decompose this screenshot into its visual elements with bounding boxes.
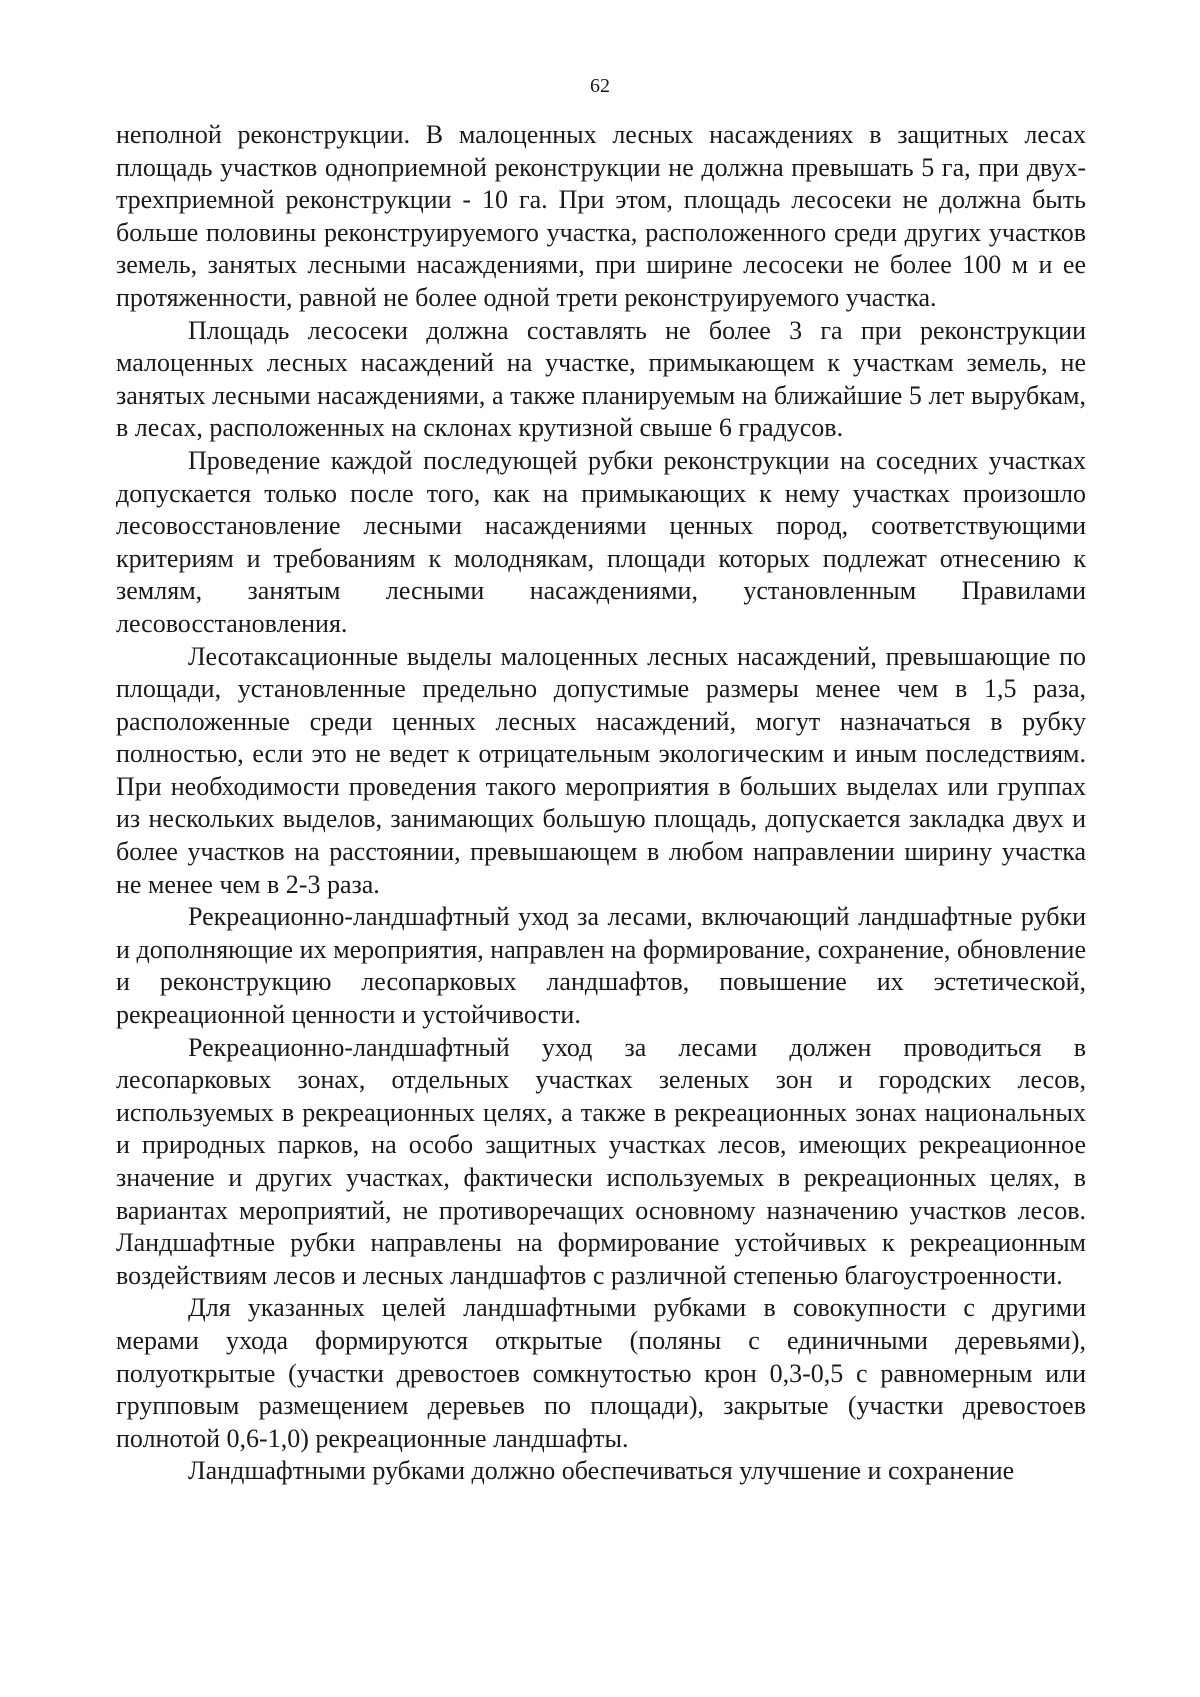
paragraph: Лесотаксационные выделы малоценных лесных насаждений, превышающие по площади, установленные предельно допустимые размеры менее чем в 1,5 раза, расположенные среди ценных лесных насаждений, могут назначаться в рубку полностью, если это не ведет к отрицательным экологическим и иным последствиям. При необходимости проведения такого мероприятия в больших выделах или группах из нескольких выделов, занимающих большую площадь, допускается закладка двух и более участков на расстоянии, превышающем в любом направлении ширину участка не менее чем в 2-3 раза. (116, 641, 1086, 899)
paragraph: Для указанных целей ландшафтными рубками в совокупности с другими мерами ухода формируются открытые (поляны с единичными деревьями), полуоткрытые (участки древостоев сомкнутостью крон 0,3-0,5 с равномерным или групповым размещением деревьев по площади), закрытые (участки древостоев полнотой 0,6-1,0) рекреационные ландшафты. (116, 1293, 1086, 1453)
paragraph: неполной реконструкции. В малоценных лесных насаждениях в защитных лесах площадь участков одноприемной реконструкции не должна превышать 5 га, при двух-трехприемной реконструкции - 10 га. При этом, площадь лесосеки не должна быть больше половины реконструируемого участка, расположенного среди других участков земель, занятых лесными насаждениями, при ширине лесосеки не более 100 м и ее протяженности, равной не более одной трети реконструируемого участка. (116, 120, 1086, 312)
paragraph: Площадь лесосеки должна составлять не более 3 га при реконструкции малоценных лесных насаждений на участке, примыкающем к участкам земель, не занятых лесными насаждениями, а также планируемым на ближайшие 5 лет вырубкам, в лесах, расположенных на склонах крутизной свыше 6 градусов. (116, 315, 1086, 443)
paragraph: Ландшафтными рубками должно обеспечиваться улучшение и сохранение (188, 1456, 1015, 1486)
paragraph: Рекреационно-ландшафтный уход за лесами, включающий ландшафтные рубки и дополняющие их мероприятия, направлен на формирование, сохранение, обновление и реконструкцию лесопарковых ландшафтов, повышение их эстетической, рекреационной ценности и устойчивости. (116, 902, 1086, 1030)
paragraph: Рекреационно-ландшафтный уход за лесами должен проводиться в лесопарковых зонах, отдельных участках зеленых зон и городских лесов, используемых в рекреационных целях, а также в рекреационных зонах национальных и природных парков, на особо защитных участках лесов, имеющих рекреационное значение и других участках, фактически используемых в рекреационных целях, в вариантах мероприятий, не противоречащих основному назначению участков лесов. Ландшафтные рубки направлены на формирование устойчивых к рекреационным воздействиям лесов и лесных ландшафтов с различной степенью благоустроенности. (116, 1032, 1086, 1290)
document-body (116, 119, 1086, 1488)
page-number: 62 (590, 75, 610, 97)
paragraph: Проведение каждой последующей рубки реконструкции на соседних участках допускается только после того, как на примыкающих к нему участках произошло лесовосстановление лесными насаждениями ценных пород, соответствующими критериям и требованиям к молоднякам, площади которых подлежат отнесению к землям, занятым лесными насаждениями, установленным Правилами лесовосстановления. (116, 445, 1086, 638)
